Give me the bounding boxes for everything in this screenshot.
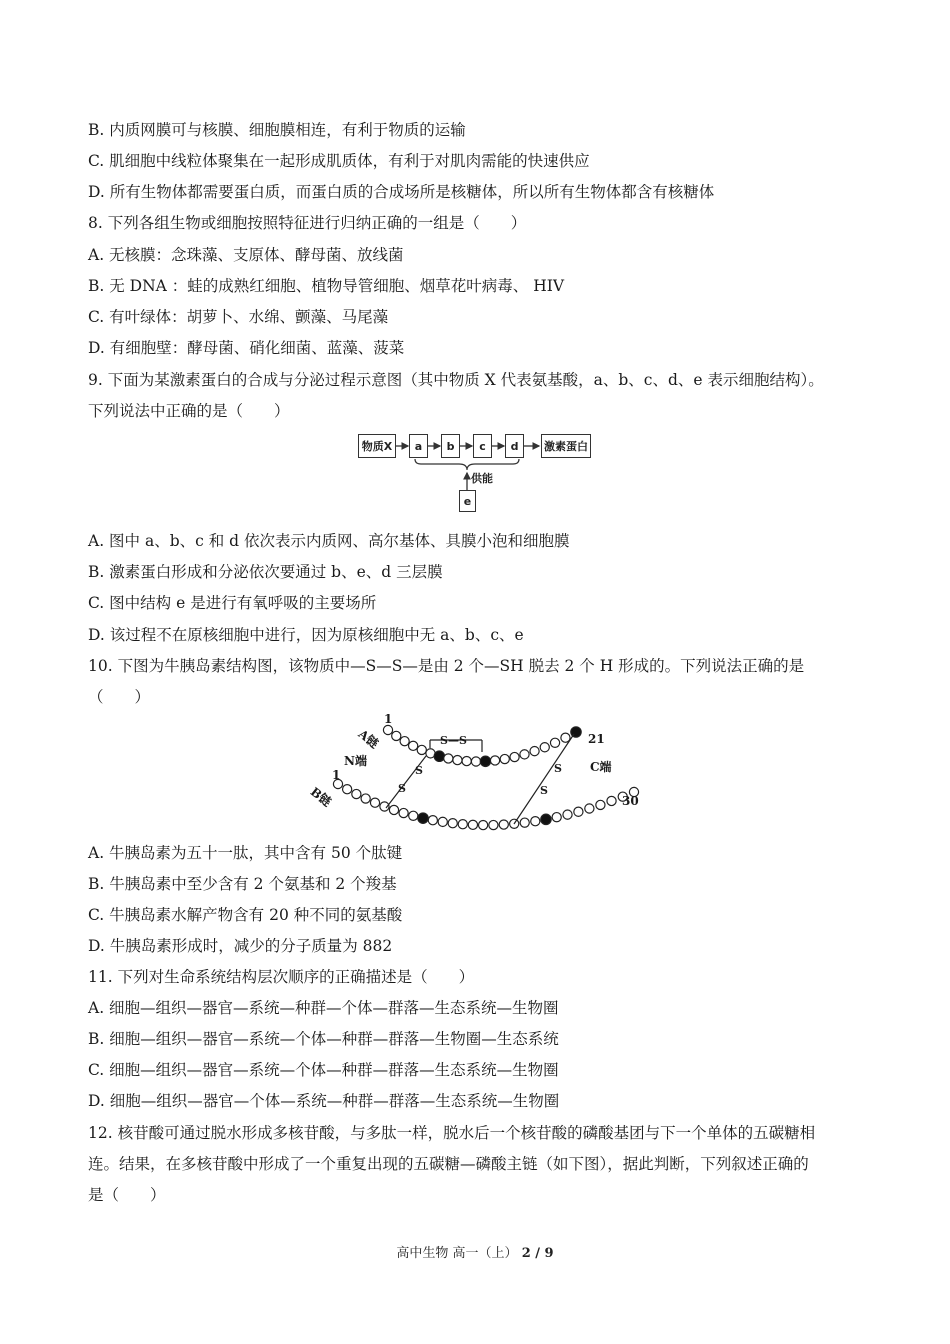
option-10a: A. 牛胰岛素为五十一肽，其中含有 50 个肽键 [88,844,403,862]
b-chain-end-number: 30 [622,794,639,808]
flow-box-start: 物质X [358,434,396,458]
question-8: 8. 下列各组生物或细胞按照特征进行归纳正确的一组是（ ） [88,214,527,232]
b-chain-residue [468,820,477,829]
b-chain-residue [499,820,508,829]
option-7d: D. 所有生物体都需要蛋白质，而蛋白质的合成场所是核糖体，所以所有生物体都含有核糖体 [88,183,715,201]
a-chain-residue [520,750,529,759]
b-chain-residue [361,794,370,803]
b-chain-residue [458,820,467,829]
a-chain-label: A链 [355,726,382,751]
b-chain-residue [541,814,551,824]
a-chain-residue [471,757,480,766]
flow-box-end: 激素蛋白 [541,434,591,458]
a-chain-residue [550,738,559,747]
b-chain-residue [399,808,408,817]
option-11b: B. 细胞—组织—器官—系统—个体—种群—群落—生物圈—生态系统 [88,1030,559,1048]
flow-box-d: d [505,434,524,458]
question-10-cont: （ ） [88,688,151,706]
b-chain-residue [409,811,418,820]
option-10c: C. 牛胰岛素水解产物含有 20 种不同的氨基酸 [88,906,403,924]
disulfide-s1: S [415,764,423,777]
option-8c: C. 有叶绿体：胡萝卜、水绵、颤藻、马尾藻 [88,308,389,326]
option-8d: D. 有细胞壁：酵母菌、硝化细菌、蓝藻、菠菜 [88,339,405,357]
b-chain-residue [418,813,428,823]
a-chain-residue [392,731,401,740]
b-chain-residue [389,805,398,814]
a-chain-residue [530,747,539,756]
flow-box-b: b [441,434,460,458]
option-9b: B. 激素蛋白形成和分泌依次要通过 b、e、d 三层膜 [88,563,443,581]
footer-page-number: 2 / 9 [521,1246,554,1261]
figure-10-insulin-structure [300,712,660,834]
a-chain-end-number: 21 [588,732,605,746]
option-10b: B. 牛胰岛素中至少含有 2 个氨基和 2 个羧基 [88,875,397,893]
b-chain-residue [428,816,437,825]
b-chain-label: B链 [307,784,334,810]
option-8b: B. 无 DNA ：蛙的成熟红细胞、植物导管细胞、烟草花叶病毒、 HIV [88,277,565,295]
disulfide-s3: S [554,762,562,775]
option-11d: D. 细胞—组织—器官—个体—系统—种群—群落—生态系统—生物圈 [88,1092,560,1110]
option-11c: C. 细胞—组织—器官—系统—个体—种群—群落—生态系统—生物圈 [88,1061,559,1079]
question-10: 10. 下图为牛胰岛素结构图，该物质中—S—S—是由 2 个—SH 脱去 2 个 H 形成的。下列说法正确的是 [88,657,805,675]
a-chain-residue [500,754,509,763]
a-chain-residue [510,752,519,761]
a-chain-residue [490,756,499,765]
energy-label: 供能 [471,472,493,485]
b-chain-residue [479,820,488,829]
c-end-label: C端 [590,760,612,774]
intrachain-disulfide-label: S—S [440,734,467,747]
question-9: 9. 下面为某激素蛋白的合成与分泌过程示意图（其中物质 X 代表氨基酸，a、b、c、d、e 表示细胞结构）。 [88,371,824,389]
a-chain-residue [383,725,392,734]
option-9d: D. 该过程不在原核细胞中进行，因为原核细胞中无 a、b、c、e [88,626,524,644]
flow-box-a: a [409,434,428,458]
option-9c: C. 图中结构 e 是进行有氧呼吸的主要场所 [88,594,377,612]
footer-subject: 高中生物 高一（上） [396,1246,518,1261]
option-10d: D. 牛胰岛素形成时，减少的分子质量为 882 [88,937,393,955]
flow-box-e: e [459,490,476,512]
option-7c: C. 肌细胞中线粒体聚集在一起形成肌质体，有利于对肌肉需能的快速供应 [88,152,590,170]
question-12: 12. 核苷酸可通过脱水形成多核苷酸，与多肽一样，脱水后一个核苷酸的磷酸基团与下一个单体的五碳糖相 [88,1124,816,1142]
a-chain-residue [400,737,409,746]
a-chain-residue [453,755,462,764]
b-chain-residue [343,785,352,794]
question-12-cont: 连。结果，在多核苷酸中形成了一个重复出现的五碳糖—磷酸主链（如下图），据此判断，下列叙述正确的 [88,1155,809,1173]
disulfide-s4: S [540,784,548,797]
a-chain-residue [409,741,418,750]
a-chain-residue [444,754,453,763]
b-chain-residue [531,817,540,826]
b-chain-residue [552,813,561,822]
a-chain-start-number: 1 [384,712,393,726]
n-end-label: N端 [344,754,367,768]
disulfide-s2: S [398,782,406,795]
b-chain-residue [370,798,379,807]
a-chain-residue [434,751,444,761]
b-chain-residue [438,817,447,826]
b-chain-residue [596,800,605,809]
b-chain-residue [520,818,529,827]
b-chain-start-number: 1 [332,768,341,782]
b-chain-residue [489,820,498,829]
question-12-cont2: 是（ ） [88,1186,166,1204]
option-9a: A. 图中 a、b、c 和 d 依次表示内质网、高尔基体、具膜小泡和细胞膜 [88,532,570,550]
question-11: 11. 下列对生命系统结构层次顺序的正确描述是（ ） [88,968,475,986]
a-chain-residue [462,756,471,765]
figure-9-flow-diagram [355,428,595,516]
flow-box-c: c [473,434,492,458]
b-chain-residue [448,819,457,828]
b-chain-residue [352,789,361,798]
b-chain-residue [607,796,616,805]
question-9-cont: 下列说法中正确的是（ ） [88,402,290,420]
option-8a: A. 无核膜：念珠藻、支原体、酵母菌、放线菌 [88,246,404,264]
b-chain-residue [563,810,572,819]
a-chain-residue [480,756,490,766]
a-chain-residue [417,745,426,754]
b-chain-residue [585,804,594,813]
b-chain-residue [574,807,583,816]
option-11a: A. 细胞—组织—器官—系统—种群—个体—群落—生态系统—生物圈 [88,999,559,1017]
page-footer [0,1242,950,1261]
option-7b: B. 内质网膜可与核膜、细胞膜相连，有利于物质的运输 [88,121,466,139]
a-chain-residue [540,743,549,752]
